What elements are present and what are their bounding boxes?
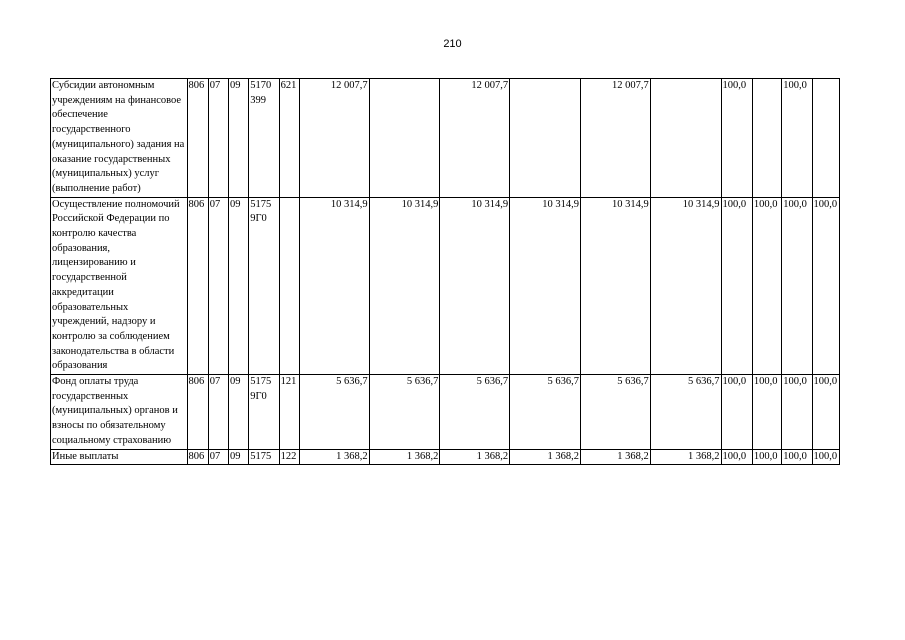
sum-cell: 1 368,2 xyxy=(580,449,650,465)
expense-type-code: 121 xyxy=(279,375,299,450)
percent-cell xyxy=(812,79,839,198)
percent-cell: 100,0 xyxy=(721,375,752,450)
sum-cell: 5 636,7 xyxy=(650,375,721,450)
sum-cell: 10 314,9 xyxy=(369,197,440,374)
subsection-code: 09 xyxy=(229,79,249,198)
expense-type-code: 621 xyxy=(279,79,299,198)
sum-cell: 5 636,7 xyxy=(510,375,581,450)
target-article-code: 5175 9Г0 xyxy=(249,375,279,450)
budget-table xyxy=(50,78,840,465)
sum-cell: 5 636,7 xyxy=(369,375,440,450)
percent-cell: 100,0 xyxy=(721,197,752,374)
section-code: 07 xyxy=(208,449,228,465)
ved-code: 806 xyxy=(187,79,208,198)
table-row xyxy=(51,449,840,465)
page-number: 210 xyxy=(443,38,462,50)
row-name: Субсидии автономным учреждениям на финансовое обеспечение государственного (муниципального) задания на оказание государственных (муниципальных) услуг (выполнение работ) xyxy=(51,79,188,198)
row-name: Осуществление полномочий Российской Федерации по контролю качества образования, лицензированию и государственной аккредитации образовательных учреждений, надзору и контролю за соблюдением законодательства в области образования xyxy=(51,197,188,374)
sum-cell: 10 314,9 xyxy=(650,197,721,374)
percent-cell: 100,0 xyxy=(782,79,812,198)
percent-cell: 100,0 xyxy=(782,197,812,374)
sum-cell: 5 636,7 xyxy=(299,375,369,450)
percent-cell: 100,0 xyxy=(752,375,781,450)
percent-cell: 100,0 xyxy=(721,449,752,465)
sum-cell: 1 368,2 xyxy=(510,449,581,465)
sum-cell xyxy=(369,79,440,198)
sum-cell: 1 368,2 xyxy=(299,449,369,465)
sum-cell: 1 368,2 xyxy=(650,449,721,465)
percent-cell: 100,0 xyxy=(812,197,839,374)
section-code: 07 xyxy=(208,197,228,374)
section-code: 07 xyxy=(208,375,228,450)
sum-cell: 1 368,2 xyxy=(440,449,510,465)
percent-cell: 100,0 xyxy=(752,449,781,465)
ved-code: 806 xyxy=(187,375,208,450)
sum-cell: 12 007,7 xyxy=(580,79,650,198)
percent-cell xyxy=(752,79,781,198)
table-row xyxy=(51,79,840,198)
sum-cell: 10 314,9 xyxy=(580,197,650,374)
expense-type-code xyxy=(279,197,299,374)
sum-cell xyxy=(510,79,581,198)
sum-cell xyxy=(650,79,721,198)
sum-cell: 5 636,7 xyxy=(440,375,510,450)
sum-cell: 10 314,9 xyxy=(510,197,581,374)
ved-code: 806 xyxy=(187,197,208,374)
row-name: Иные выплаты xyxy=(51,449,188,465)
subsection-code: 09 xyxy=(229,197,249,374)
table-row xyxy=(51,375,840,450)
percent-cell: 100,0 xyxy=(782,375,812,450)
sum-cell: 12 007,7 xyxy=(299,79,369,198)
sum-cell: 5 636,7 xyxy=(580,375,650,450)
ved-code: 806 xyxy=(187,449,208,465)
sum-cell: 10 314,9 xyxy=(440,197,510,374)
sum-cell: 1 368,2 xyxy=(369,449,440,465)
percent-cell: 100,0 xyxy=(752,197,781,374)
target-article-code: 5175 9Г0 xyxy=(249,197,279,374)
subsection-code: 09 xyxy=(229,449,249,465)
sum-cell: 12 007,7 xyxy=(440,79,510,198)
expense-type-code: 122 xyxy=(279,449,299,465)
target-article-code: 5175 xyxy=(249,449,279,465)
subsection-code: 09 xyxy=(229,375,249,450)
percent-cell: 100,0 xyxy=(721,79,752,198)
percent-cell: 100,0 xyxy=(812,449,839,465)
sum-cell: 10 314,9 xyxy=(299,197,369,374)
section-code: 07 xyxy=(208,79,228,198)
row-name: Фонд оплаты труда государственных (муниципальных) органов и взносы по обязательному социальному страхованию xyxy=(51,375,188,450)
percent-cell: 100,0 xyxy=(812,375,839,450)
percent-cell: 100,0 xyxy=(782,449,812,465)
table-row xyxy=(51,197,840,374)
target-article-code: 5170 399 xyxy=(249,79,279,198)
